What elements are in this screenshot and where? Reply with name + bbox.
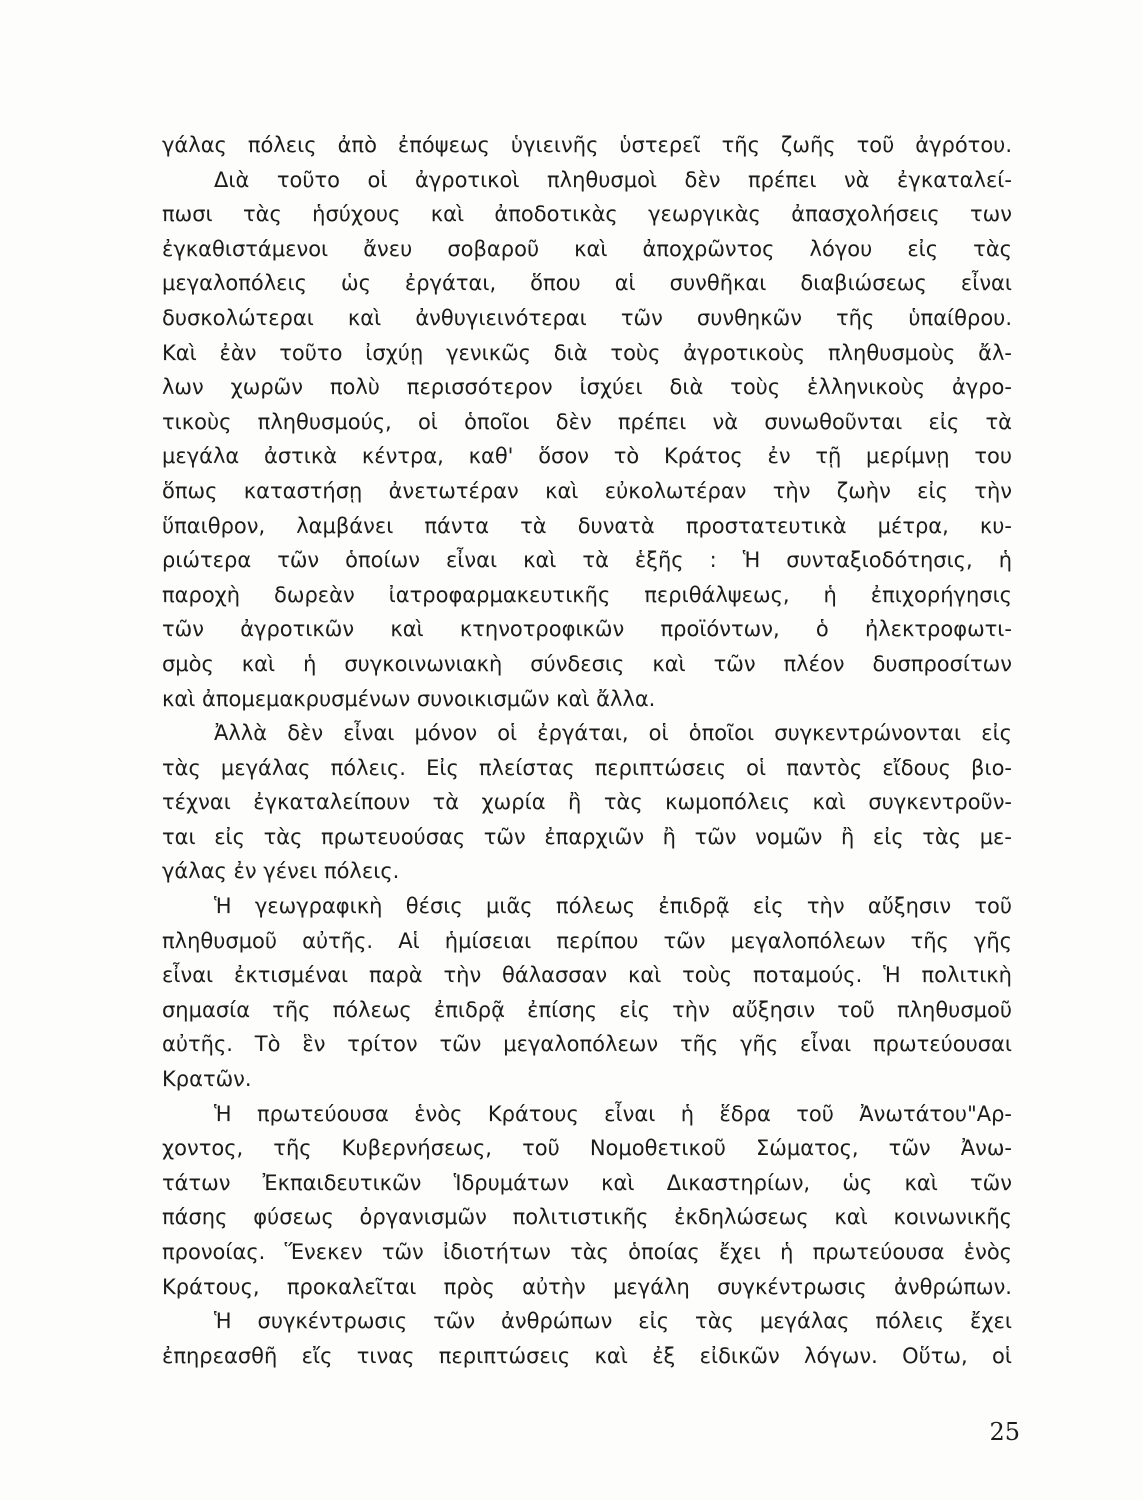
paragraph-start-line: Ἡ γεωγραφικὴ θέσις μιᾶς πόλεως ἐπιδρᾷ εἰς τὴν αὔξησιν τοῦ xyxy=(214,894,1012,919)
text-line: προνοίας. Ἕνεκεν τῶν ἰδιοτήτων τὰς ὁποίας ἔχει ἡ πρωτεύουσα ἑνὸς xyxy=(162,1240,1012,1264)
text-line: γάλας πόλεις ἀπὸ ἐπόψεως ὑγιεινῆς ὑστερεῖ τῆς ζωῆς τοῦ ἀγρότου. xyxy=(162,133,1012,157)
text-line: ριώτερα τῶν ὁποίων εἶναι καὶ τὰ ἑξῆς : Ἡ συνταξιοδότησις, ἡ xyxy=(162,548,1012,573)
text-line: τὰς μεγάλας πόλεις. Εἰς πλείστας περιπτώσεις οἱ παντὸς εἴδους βιο- xyxy=(162,755,1012,780)
text-line: πληθυσμοῦ αὐτῆς. Αἱ ἡμίσειαι περίπου τῶν μεγαλοπόλεων τῆς γῆς xyxy=(162,928,1012,953)
text-line: ται εἰς τὰς πρωτευούσας τῶν ἐπαρχιῶν ἢ τῶν νομῶν ἢ εἰς τὰς με- xyxy=(162,824,1012,849)
body-text xyxy=(162,128,1012,1373)
text-line: τάτων Ἐκπαιδευτικῶν Ἱδρυμάτων καὶ Δικαστηρίων, ὡς καὶ τῶν xyxy=(162,1170,1012,1195)
page-number: 25 xyxy=(989,1418,1020,1446)
paragraph-end-line: Κρατῶν. xyxy=(162,1067,252,1092)
text-line: σημασία τῆς πόλεως ἐπιδρᾷ ἐπίσης εἰς τὴν αὔξησιν τοῦ πληθυσμοῦ xyxy=(162,997,1012,1022)
text-line: τῶν ἀγροτικῶν καὶ κτηνοτροφικῶν προϊόντων, ὁ ἠλεκτροφωτι- xyxy=(162,617,1012,642)
text-line: Κράτους, προκαλεῖται πρὸς αὐτὴν μεγάλη συγκέντρωσις ἀνθρώπων. xyxy=(162,1274,1012,1299)
text-line: μεγαλοπόλεις ὡς ἐργάται, ὅπου αἱ συνθῆκαι διαβιώσεως εἶναι xyxy=(162,271,1012,296)
text-line: τικοὺς πληθυσμούς, οἱ ὁποῖοι δὲν πρέπει νὰ συνωθοῦνται εἰς τὰ xyxy=(162,409,1012,434)
text-line: χοντος, τῆς Κυβερνήσεως, τοῦ Νομοθετικοῦ Σώματος, τῶν Ἀνω- xyxy=(162,1136,1012,1161)
paragraph-end-line: γάλας ἐν γένει πόλεις. xyxy=(162,859,400,884)
text-line: ἐπηρεασθῆ εἴς τινας περιπτώσεις καὶ ἐξ εἰδικῶν λόγων. Οὕτω, οἱ xyxy=(162,1343,1012,1368)
text-line: πωσι τὰς ἡσύχους καὶ ἀποδοτικὰς γεωργικὰς ἀπασχολήσεις των xyxy=(162,202,1012,227)
paragraph-start-line: Ἡ πρωτεύουσα ἑνὸς Κράτους εἶναι ἡ ἕδρα τοῦ Ἀνωτάτου"Αρ- xyxy=(214,1101,1012,1126)
text-line: εἶναι ἐκτισμέναι παρὰ τὴν θάλασσαν καὶ τοὺς ποταμούς. Ἡ πολιτικὴ xyxy=(162,963,1012,988)
text-line: πάσης φύσεως ὀργανισμῶν πολιτιστικῆς ἐκδηλώσεως καὶ κοινωνικῆς xyxy=(162,1205,1012,1230)
text-line: λων χωρῶν πολὺ περισσότερον ἰσχύει διὰ τοὺς ἑλληνικοὺς ἀγρο- xyxy=(162,375,1012,400)
text-line: ἐγκαθιστάμενοι ἄνευ σοβαροῦ καὶ ἀποχρῶντος λόγου εἰς τὰς xyxy=(162,236,1012,261)
text-line: ὅπως καταστήσῃ ἀνετωτέραν καὶ εὐκολωτέραν τὴν ζωὴν εἰς τὴν xyxy=(162,478,1012,503)
paragraph-start-line: Διὰ τοῦτο οἱ ἀγροτικοὶ πληθυσμοὶ δὲν πρέπει νὰ ἐγκαταλεί- xyxy=(214,167,1012,192)
paragraph-start-line: Ἡ συγκέντρωσις τῶν ἀνθρώπων εἰς τὰς μεγάλας πόλεις ἔχει xyxy=(214,1309,1012,1334)
text-line: αὐτῆς. Τὸ ἓν τρίτον τῶν μεγαλοπόλεων τῆς γῆς εἶναι πρωτεύουσαι xyxy=(162,1032,1012,1057)
paragraph-start-line: Ἀλλὰ δὲν εἶναι μόνον οἱ ἐργάται, οἱ ὁποῖοι συγκεντρώνονται εἰς xyxy=(214,721,1012,746)
text-line: παροχὴ δωρεὰν ἰατροφαρμακευτικῆς περιθάλψεως, ἡ ἐπιχορήγησις xyxy=(162,582,1012,607)
paragraph-end-line: καὶ ἀπομεμακρυσμένων συνοικισμῶν καὶ ἄλλα. xyxy=(162,686,656,711)
text-line: δυσκολώτεραι καὶ ἀνθυγιεινότεραι τῶν συνθηκῶν τῆς ὑπαίθρου. xyxy=(162,305,1012,330)
text-line: μεγάλα ἀστικὰ κέντρα, καθ' ὅσον τὸ Κράτος ἐν τῇ μερίμνῃ του xyxy=(162,444,1012,469)
text-line: τέχναι ἐγκαταλείπουν τὰ χωρία ἢ τὰς κωμοπόλεις καὶ συγκεντροῦν- xyxy=(162,790,1012,815)
text-line: Καὶ ἐὰν τοῦτο ἰσχύῃ γενικῶς διὰ τοὺς ἀγροτικοὺς πληθυσμοὺς ἄλ- xyxy=(162,340,1012,365)
text-line: ὕπαιθρον, λαμβάνει πάντα τὰ δυνατὰ προστατευτικὰ μέτρα, κυ- xyxy=(162,513,1012,538)
text-line: σμὸς καὶ ἡ συγκοινωνιακὴ σύνδεσις καὶ τῶν πλέον δυσπροσίτων xyxy=(162,651,1012,676)
